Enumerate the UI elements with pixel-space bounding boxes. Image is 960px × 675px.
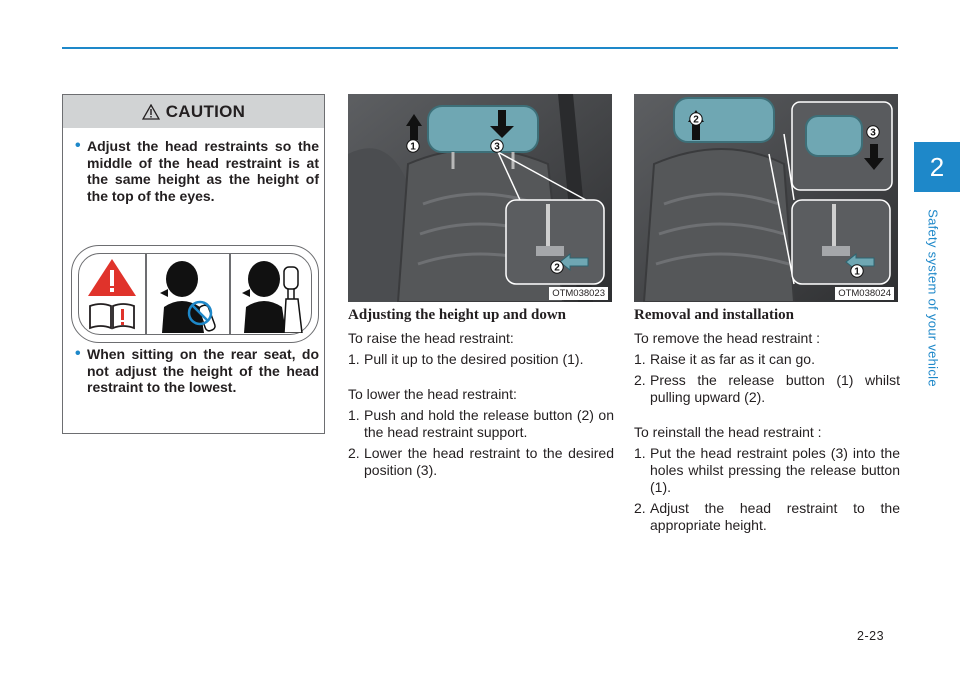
caution-header xyxy=(63,95,324,128)
callout-2-label: 2 xyxy=(554,262,560,274)
page-number: 2-23 xyxy=(857,629,885,643)
lower-step-1 xyxy=(348,407,614,441)
reinstall-step-2 xyxy=(634,500,900,534)
callout-2-label: 2 xyxy=(693,114,699,126)
step-text: Put the head restraint poles (3) into the holes whilst pressing the release button (1). xyxy=(650,445,900,495)
callout-1-marker xyxy=(406,139,420,153)
step-number: 1. xyxy=(634,351,646,367)
step-text: Press the release button (1) whilst pulling upward (2). xyxy=(650,372,900,405)
callout-1-label: 1 xyxy=(410,141,416,153)
incorrect-position-cell xyxy=(146,253,231,335)
seat-illustration-1 xyxy=(348,94,612,302)
callout-1-marker xyxy=(850,264,864,278)
figure-code-1: OTM038023 xyxy=(549,287,608,300)
reinstall-step-1 xyxy=(634,445,900,496)
chapter-side-title xyxy=(922,198,944,398)
caution-heading: CAUTION xyxy=(165,101,246,121)
callout-2-marker xyxy=(550,260,564,274)
figure-height-adjustment xyxy=(348,94,612,302)
callout-3-marker xyxy=(490,139,504,153)
lower-intro: To lower the head restraint: xyxy=(348,386,517,402)
caution-box xyxy=(62,94,325,434)
callout-3-label: 3 xyxy=(494,141,500,153)
figure-code-2: OTM038024 xyxy=(835,287,894,300)
reinstall-intro: To reinstall the head restraint : xyxy=(634,424,822,440)
callout-3-marker xyxy=(866,125,880,139)
warning-pictogram-panel xyxy=(71,245,319,343)
step-text: Lower the head restraint to the desired position (3). xyxy=(364,445,614,478)
figure-removal-installation xyxy=(634,94,898,302)
top-rule xyxy=(62,47,898,49)
step-number: 2. xyxy=(634,500,646,516)
warning-symbol-cell xyxy=(78,253,146,335)
step-number: 1. xyxy=(348,351,360,367)
correct-head-restraint-icon xyxy=(232,255,310,333)
chapter-number: 2 xyxy=(929,151,945,182)
warning-manual-icon xyxy=(84,256,140,332)
step-number: 2. xyxy=(634,372,646,388)
remove-intro: To remove the head restraint : xyxy=(634,330,820,346)
callout-1-label: 1 xyxy=(854,266,860,278)
correct-position-cell xyxy=(230,253,312,335)
step-number: 2. xyxy=(348,445,360,461)
chapter-tab[interactable] xyxy=(914,142,960,192)
raise-step-1 xyxy=(348,351,614,368)
caution-bullet-1: • Adjust the head restraints so the middle of the head restraint is at the same height as the height of the top of the eyes. xyxy=(75,138,319,204)
caution-bullet-2: • When sitting on the rear seat, do not adjust the height of the head restraint to the lowest. xyxy=(75,346,319,396)
remove-step-2 xyxy=(634,372,900,406)
raise-intro: To raise the head restraint: xyxy=(348,330,514,346)
warning-triangle-icon xyxy=(142,104,160,120)
step-number: 1. xyxy=(634,445,646,461)
incorrect-head-restraint-icon xyxy=(148,255,228,333)
remove-step-1 xyxy=(634,351,900,368)
section-heading: Adjusting the height up and down xyxy=(348,307,566,323)
step-text: Raise it as far as it can go. xyxy=(650,351,815,367)
lower-step-2 xyxy=(348,445,614,479)
step-text: Pull it up to the desired position (1). xyxy=(364,351,584,367)
section-height-adjustment xyxy=(348,306,614,483)
callout-3-label: 3 xyxy=(870,127,876,139)
chapter-title: Safety system of your vehicle xyxy=(925,209,941,387)
step-text: Push and hold the release button (2) on the head restraint support. xyxy=(364,407,614,440)
section-removal-installation xyxy=(634,306,900,538)
callout-2-marker xyxy=(689,112,703,126)
section-heading: Removal and installation xyxy=(634,307,795,323)
step-number: 1. xyxy=(348,407,360,423)
step-text: Adjust the head restraint to the appropriate height. xyxy=(650,500,900,533)
